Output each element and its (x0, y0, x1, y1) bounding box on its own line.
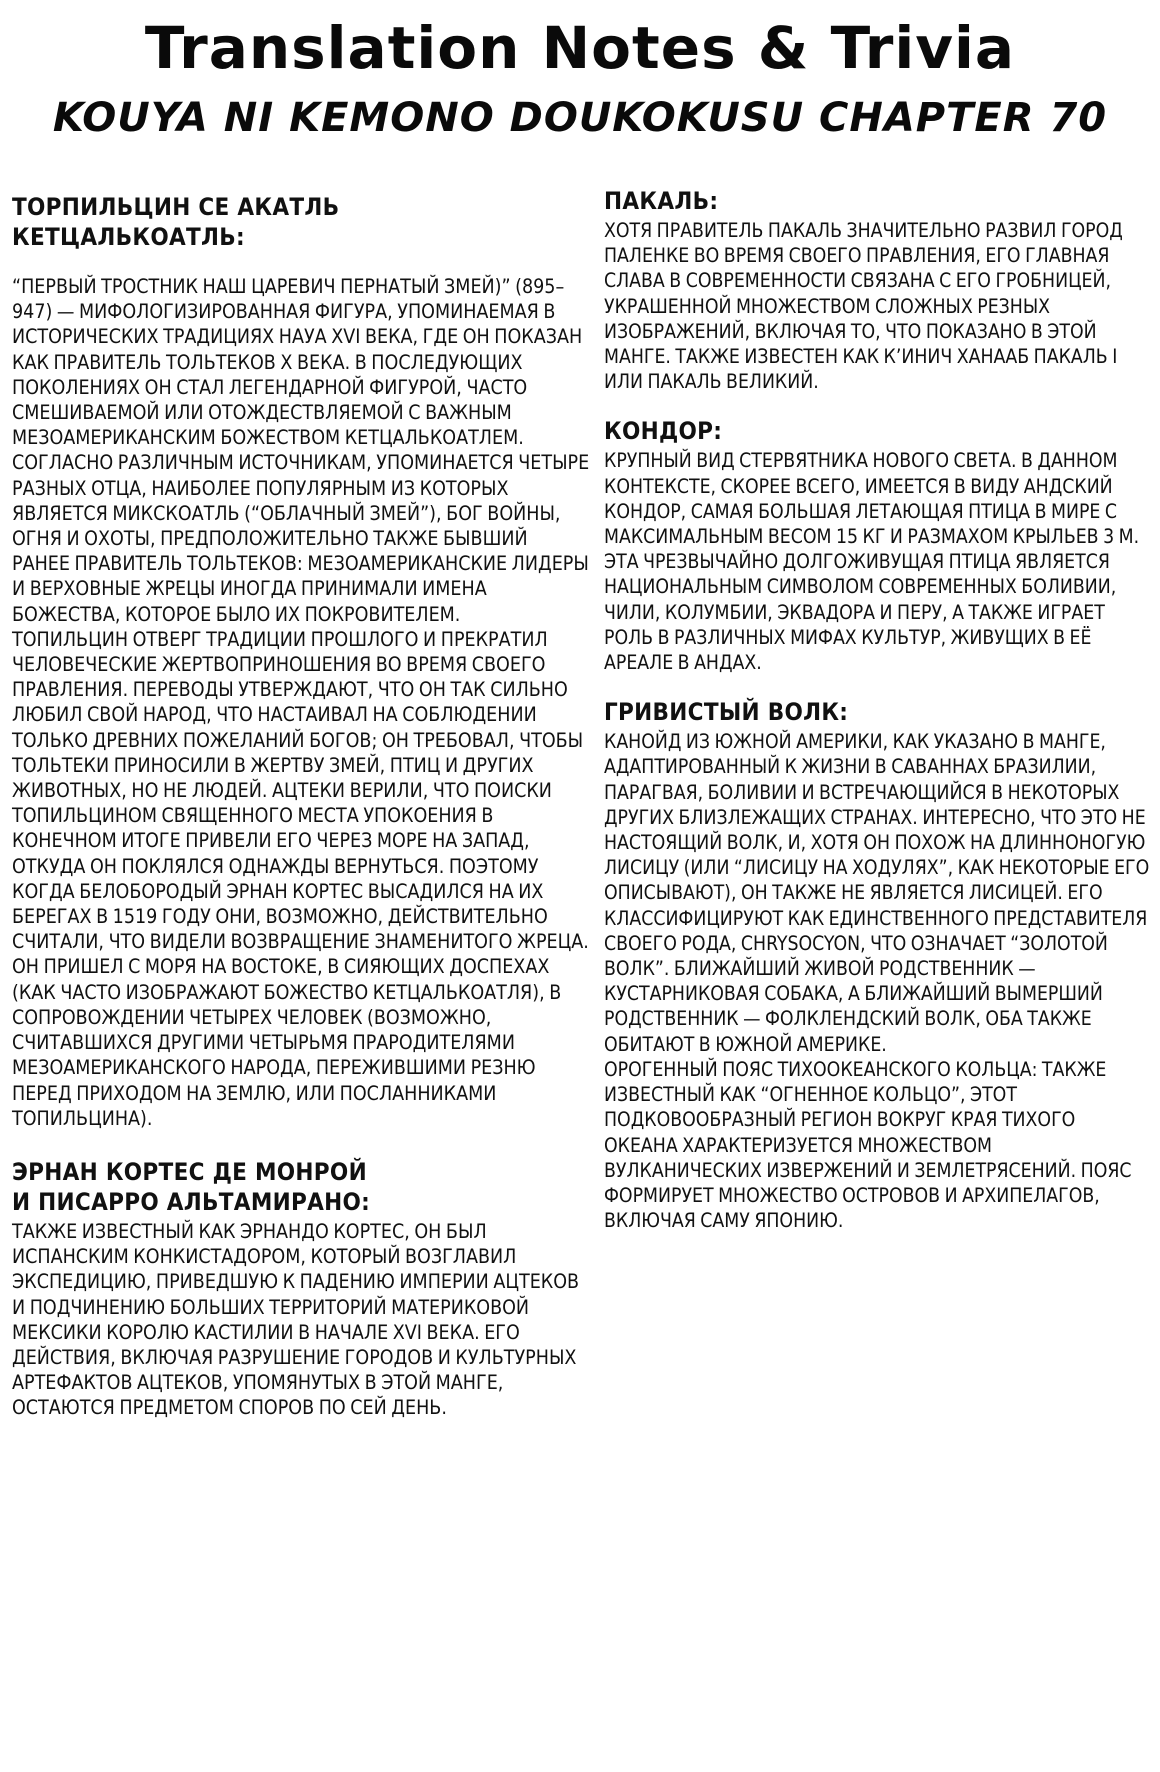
right-column (604, 186, 1152, 1255)
note-pakal (604, 186, 1152, 394)
left-column (12, 192, 590, 1443)
note-paragraph: ТАКЖЕ ИЗВЕСТНЫЙ КАК ЭРНАНДО КОРТЕС, ОН БЫЛ ИСПАНСКИМ КОНКИСТАДОРОМ, КОТОРЫЙ ВОЗГЛАВИЛ ЭКСПЕДИЦИЮ, ПРИВЕДШУЮ К ПАДЕНИЮ ИМПЕРИИ АЦТЕКОВ И ПОДЧИНЕНИЮ БОЛЬШИХ ТЕРРИТОРИЙ МАТЕРИКОВОЙ МЕКСИКИ КОРОЛЮ КАСТИЛИИ В НАЧАЛЕ XVI ВЕКА. ЕГО ДЕЙСТВИЯ, ВКЛЮЧАЯ РАЗРУШЕНИЕ ГОРОДОВ И КУЛЬТУРНЫХ АРТЕФАКТОВ АЦТЕКОВ, УПОМЯНУТЫХ В ЭТОЙ МАНГЕ, ОСТАЮТСЯ ПРЕДМЕТОМ СПОРОВ ПО СЕЙ ДЕНЬ. (12, 1219, 580, 1420)
heading-line: ТОРПИЛЬЦИН СЕ АКАТЛЬ (12, 193, 340, 221)
note-topiltzin (12, 192, 590, 1131)
note-condor (604, 416, 1152, 675)
page-title: Translation Notes & Trivia (144, 14, 1016, 82)
page-subtitle: KOUYA NI KEMONO DOUKOKUSU CHAPTER 70 (52, 95, 1108, 141)
note-paragraph: ХОТЯ ПРАВИТЕЛЬ ПАКАЛЬ ЗНАЧИТЕЛЬНО РАЗВИЛ ГОРОД ПАЛЕНКЕ ВО ВРЕМЯ СВОЕГО ПРАВЛЕНИЯ, ЕГО ГЛАВНАЯ СЛАВА В СОВРЕМЕННОСТИ СВЯЗАНА С ЕГО ГРОБНИЦЕЙ, УКРАШЕННОЙ МНОЖЕСТВОМ СЛОЖНЫХ РЕЗНЫХ ИЗОБРАЖЕНИЙ, ВКЛЮЧАЯ ТО, ЧТО ПОКАЗАНО В ЭТОЙ МАНГЕ. ТАКЖЕ ИЗВЕСТЕН КАК К’ИНИЧ ХАНААБ ПАКАЛЬ I ИЛИ ПАКАЛЬ ВЕЛИКИЙ. (604, 219, 1123, 394)
heading-line: И ПИСАРРО АЛЬТАМИРАНО: (12, 1187, 371, 1216)
note-paragraph: КАНОЙД ИЗ ЮЖНОЙ АМЕРИКИ, КАК УКАЗАНО В МАНГЕ, АДАПТИРОВАННЫЙ К ЖИЗНИ В САВАННАХ БРАЗИЛИИ, ПАРАГВАЯ, БОЛИВИИ И ВСТРЕЧАЮЩИЙСЯ В НЕКОТОРЫХ ДРУГИХ БЛИЗЛЕЖАЩИХ СТРАНАХ. ИНТЕРЕСНО, ЧТО ЭТО НЕ НАСТОЯЩИЙ ВОЛК, И, ХОТЯ ОН ПОХОЖ НА ДЛИННОНОГУЮ ЛИСИЦУ (ИЛИ “ЛИСИЦУ НА ХОДУЛЯХ”, КАК НЕКОТОРЫЕ ЕГО ОПИСЫВАЮТ), ОН ТАКЖЕ НЕ ЯВЛЯЕТСЯ ЛИСИЦЕЙ. ЕГО КЛАССИФИЦИРУЮТ КАК ЕДИНСТВЕННОГО ПРЕДСТАВИТЕЛЯ СВОЕГО РОДА, CHRYSOCYON, ЧТО ОЗНАЧАЕТ “ЗОЛОТОЙ ВОЛК”. БЛИЖАЙШИЙ ЖИВОЙ РОДСТВЕННИК — КУСТАРНИКОВАЯ СОБАКА, А БЛИЖАЙШИЙ ВЫМЕРШИЙ РОДСТВЕННИК — ФОЛКЛЕНДСКИЙ ВОЛК, ОБА ТАКЖЕ ОБИТАЮТ В ЮЖНОЙ АМЕРИКЕ. (604, 730, 1150, 1056)
section-heading: ПАКАЛЬ: (604, 187, 719, 215)
section-heading (12, 1157, 590, 1217)
note-paragraph: “ПЕРВЫЙ ТРОСТНИК НАШ ЦАРЕВИЧ ПЕРНАТЫЙ ЗМЕЙ)” (895–947) — МИФОЛОГИЗИРОВАННАЯ ФИГУРА, УПОМИНАЕМАЯ В ИСТОРИЧЕСКИХ ТРАДИЦИЯХ НАУА XVI ВЕКА, ГДЕ ОН ПОКАЗАН КАК ПРАВИТЕЛЬ ТОЛЬТЕКОВ X ВЕКА. В ПОСЛЕДУЮЩИХ ПОКОЛЕНИЯХ ОН СТАЛ ЛЕГЕНДАРНОЙ ФИГУРОЙ, ЧАСТО СМЕШИВАЕМОЙ ИЛИ ОТОЖДЕСТВЛЯЕМОЙ С ВАЖНЫМ МЕЗОАМЕРИКАНСКИМ БОЖЕСТВОМ КЕТЦАЛЬКОАТЛЕМ. (12, 275, 583, 450)
heading-line: ЭРНАН КОРТЕС ДЕ МОНРОЙ (12, 1157, 367, 1186)
note-paragraph: ОРОГЕННЫЙ ПОЯС ТИХООКЕАНСКОГО КОЛЬЦА: ТАКЖЕ ИЗВЕСТНЫЙ КАК “ОГНЕННОЕ КОЛЬЦО”, ЭТОТ ПОДКОВООБРАЗНЫЙ РЕГИОН ВОКРУГ КРАЯ ТИХОГО ОКЕАНА ХАРАКТЕРИЗУЕТСЯ МНОЖЕСТВОМ ВУЛКАНИЧЕСКИХ ИЗВЕРЖЕНИЙ И ЗЕМЛЕТРЯСЕНИЙ. ПОЯС ФОРМИРУЕТ МНОЖЕСТВО ОСТРОВОВ И АРХИПЕЛАГОВ, ВКЛЮЧАЯ САМУ ЯПОНИЮ. (604, 1057, 1132, 1233)
section-heading (12, 192, 590, 252)
section-heading: ГРИВИСТЫЙ ВОЛК: (604, 698, 849, 727)
note-paragraph: КРУПНЫЙ ВИД СТЕРВЯТНИКА НОВОГО СВЕТА. В ДАННОМ КОНТЕКСТЕ, СКОРЕЕ ВСЕГО, ИМЕЕТСЯ В ВИДУ АНДСКИЙ КОНДОР, САМАЯ БОЛЬШАЯ ЛЕТАЮЩАЯ ПТИЦА В МИРЕ С МАКСИМАЛЬНЫМ ВЕСОМ 15 КГ И РАЗМАХОМ КРЫЛЬЕВ 3 М. ЭТА ЧРЕЗВЫЧАЙНО ДОЛГОЖИВУЩАЯ ПТИЦА ЯВЛЯЕТСЯ НАЦИОНАЛЬНЫМ СИМВОЛОМ СОВРЕМЕННЫХ БОЛИВИИ, ЧИЛИ, КОЛУМБИИ, ЭКВАДОРА И ПЕРУ, А ТАКЖЕ ИГРАЕТ РОЛЬ В РАЗЛИЧНЫХ МИФАХ КУЛЬТУР, ЖИВУЩИХ В ЕЁ АРЕАЛЕ В АНДАХ. (604, 449, 1140, 675)
note-maned-wolf (604, 697, 1152, 1233)
note-cortes (12, 1157, 590, 1421)
note-paragraph: ТОПИЛЬЦИН ОТВЕРГ ТРАДИЦИИ ПРОШЛОГО И ПРЕКРАТИЛ ЧЕЛОВЕЧЕСКИЕ ЖЕРТВОПРИНОШЕНИЯ ВО ВРЕМЯ СВОЕГО ПРАВЛЕНИЯ. ПЕРЕВОДЫ УТВЕРЖДАЮТ, ЧТО ОН ТАК СИЛЬНО ЛЮБИЛ СВОЙ НАРОД, ЧТО НАСТАИВАЛ НА СОБЛЮДЕНИИ ТОЛЬКО ДРЕВНИХ ПОЖЕЛАНИЙ БОГОВ; ОН ТРЕБОВАЛ, ЧТОБЫ ТОЛЬТЕКИ ПРИНОСИЛИ В ЖЕРТВУ ЗМЕЙ, ПТИЦ И ДРУГИХ ЖИВОТНЫХ, НО НЕ ЛЮДЕЙ. АЦТЕКИ ВЕРИЛИ, ЧТО ПОИСКИ ТОПИЛЬЦИНОМ СВЯЩЕННОГО МЕСТА УПОКОЕНИЯ В КОНЕЧНОМ ИТОГЕ ПРИВЕЛИ ЕГО ЧЕРЕЗ МОРЕ НА ЗАПАД, ОТКУДА ОН ПОКЛЯЛСЯ ОДНАЖДЫ ВЕРНУТЬСЯ. ПОЭТОМУ КОГДА БЕЛОБОРОДЫЙ ЭРНАН КОРТЕС ВЫСАДИЛСЯ НА ИХ БЕРЕГАХ В 1519 ГОДУ ОНИ, ВОЗМОЖНО, ДЕЙСТВИТЕЛЬНО СЧИТАЛИ, ЧТО ВИДЕЛИ ВОЗВРАЩЕНИЕ ЗНАМЕНИТОГО ЖРЕЦА. ОН ПРИШЕЛ С МОРЯ НА ВОСТОКЕ, В СИЯЮЩИХ ДОСПЕХАХ (КАК ЧАСТО ИЗОБРАЖАЮТ БОЖЕСТВО КЕТЦАЛЬКОАТЛЯ), В СОПРОВОЖДЕНИИ ЧЕТЫРЕХ ЧЕЛОВЕК (ВОЗМОЖНО, СЧИТАВШИХСЯ ДРУГИМИ ЧЕТЫРЬМЯ ПРАРОДИТЕЛЯМИ МЕЗОАМЕРИКАНСКОГО НАРОДА, ПЕРЕЖИВШИМИ РЕЗНЮ ПЕРЕД ПРИХОДОМ НА ЗЕМЛЮ, ИЛИ ПОСЛАННИКАМИ ТОПИЛЬЦИНА). (12, 627, 589, 1130)
note-paragraph: СОГЛАСНО РАЗЛИЧНЫМ ИСТОЧНИКАМ, УПОМИНАЕТСЯ ЧЕТЫРЕ РАЗНЫХ ОТЦА, НАИБОЛЕЕ ПОПУЛЯРНЫМ ИЗ КОТОРЫХ ЯВЛЯЕТСЯ МИКСКОАТЛЬ (“ОБЛАЧНЫЙ ЗМЕЙ”), БОГ ВОЙНЫ, ОГНЯ И ОХОТЫ, ПРЕДПОЛОЖИТЕЛЬНО ТАКЖЕ БЫВШИЙ РАНЕЕ ПРАВИТЕЛЬ ТОЛЬТЕКОВ: МЕЗОАМЕРИКАНСКИЕ ЛИДЕРЫ И ВЕРХОВНЫЕ ЖРЕЦЫ ИНОГДА ПРИНИМАЛИ ИМЕНА БОЖЕСТВА, КОТОРОЕ БЫЛО ИХ ПОКРОВИТЕЛЕМ. (12, 451, 590, 626)
section-heading: КОНДОР: (604, 417, 723, 446)
heading-line: КЕТЦАЛЬКОАТЛЬ: (12, 223, 245, 251)
